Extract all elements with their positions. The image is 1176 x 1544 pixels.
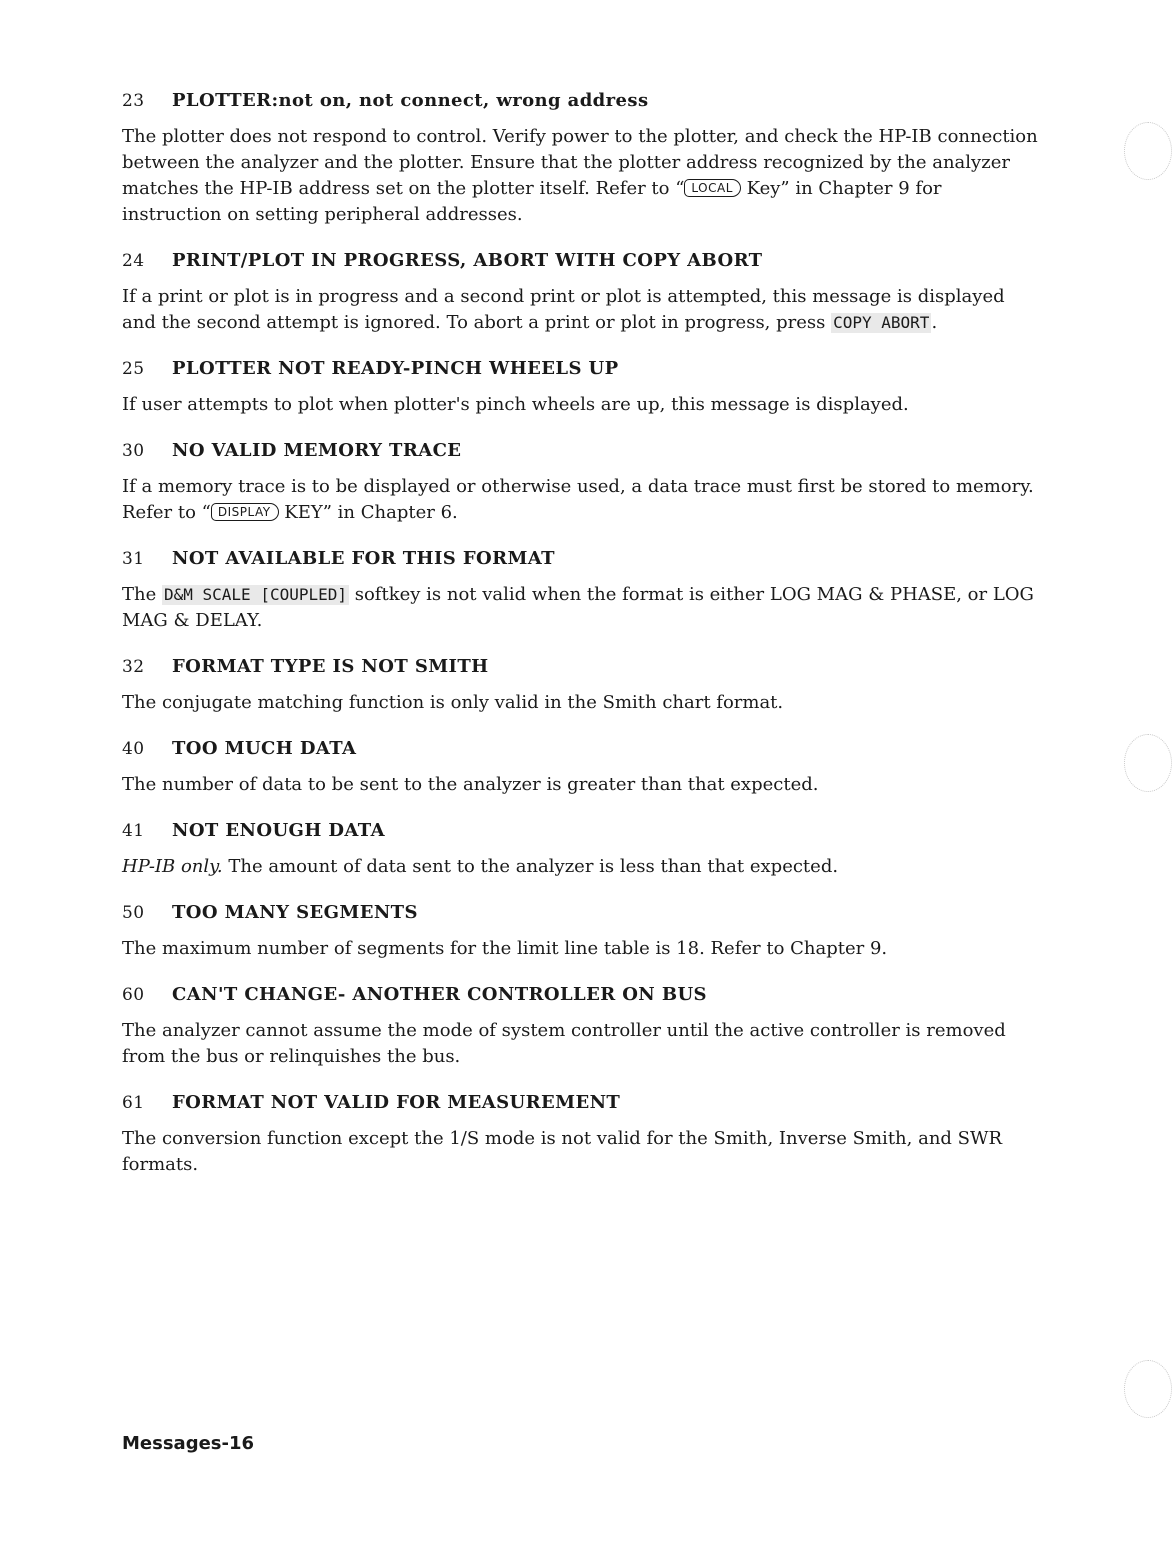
- page-footer-label: Messages-16: [122, 1433, 255, 1454]
- message-number: 40: [122, 739, 145, 759]
- message-61: [122, 1090, 1042, 1178]
- message-heading: [122, 438, 1042, 464]
- message-heading: [122, 818, 1042, 844]
- message-heading: [122, 546, 1042, 572]
- message-25: [122, 356, 1042, 418]
- message-title: CAN'T CHANGE- ANOTHER CONTROLLER ON BUS: [172, 984, 707, 1005]
- message-description: The number of data to be sent to the analyzer is greater than that expected.: [122, 774, 819, 795]
- message-number: 30: [122, 441, 145, 461]
- message-30: [122, 438, 1042, 526]
- binder-hole-mark: [1124, 1360, 1172, 1418]
- description-text: .: [931, 312, 938, 333]
- message-number: 25: [122, 359, 145, 379]
- description-text: If a memory trace is to be displayed or otherwise used, a data trace must first be stored to memory. Refer to “: [122, 476, 1034, 523]
- message-title: FORMAT NOT VALID FOR MEASUREMENT: [172, 1092, 621, 1113]
- description-text: Key” in Chapter 9 for instruction on setting peripheral addresses.: [122, 178, 942, 225]
- message-heading: [122, 900, 1042, 926]
- message-title: PLOTTER NOT READY-PINCH WHEELS UP: [172, 358, 619, 379]
- message-41: [122, 818, 1042, 880]
- message-title: NOT ENOUGH DATA: [172, 820, 385, 841]
- description-text: The plotter does not respond to control. Verify power to the plotter, and check the HP-IB connection between the analyzer and the plotter. Ensure that the plotter address recognized by the analyzer matches the HP-IB address set on the plotter itself. Refer to “: [122, 126, 1038, 199]
- message-heading: [122, 248, 1042, 274]
- message-31: [122, 546, 1042, 634]
- message-description: [122, 284, 1042, 336]
- message-number: 61: [122, 1093, 145, 1113]
- binder-hole-mark: [1124, 122, 1172, 180]
- message-heading: [122, 736, 1042, 762]
- document-page: [122, 88, 1042, 1198]
- description-text: If a print or plot is in progress and a second print or plot is attempted, this message is displayed and the second attempt is ignored. To abort a print or plot in progress, press: [122, 286, 1005, 333]
- message-title: NOT AVAILABLE FOR THIS FORMAT: [172, 548, 555, 569]
- message-heading: [122, 88, 1042, 114]
- message-title: NO VALID MEMORY TRACE: [172, 440, 462, 461]
- message-number: 32: [122, 657, 145, 677]
- message-number: 50: [122, 903, 145, 923]
- message-title: FORMAT TYPE IS NOT SMITH: [172, 656, 489, 677]
- message-23: [122, 88, 1042, 228]
- display-hardkey: DISPLAY: [211, 503, 279, 521]
- dm-scale-coupled-softkey: D&M SCALE [COUPLED]: [163, 585, 348, 604]
- message-description: [122, 582, 1042, 634]
- message-50: [122, 900, 1042, 962]
- hpib-only-note: HP-IB only.: [122, 856, 223, 877]
- message-description: [122, 124, 1042, 228]
- message-title: TOO MUCH DATA: [172, 738, 357, 759]
- message-number: 23: [122, 91, 145, 111]
- message-title: PRINT/PLOT IN PROGRESS, ABORT WITH COPY ABORT: [172, 250, 763, 271]
- message-description: [122, 854, 1042, 880]
- message-heading: [122, 982, 1042, 1008]
- message-40: [122, 736, 1042, 798]
- message-32: [122, 654, 1042, 716]
- message-24: [122, 248, 1042, 336]
- message-description: The conjugate matching function is only valid in the Smith chart format.: [122, 692, 784, 713]
- message-description: The analyzer cannot assume the mode of system controller until the active controller is removed from the bus or relinquishes the bus.: [122, 1020, 1006, 1067]
- message-heading: [122, 654, 1042, 680]
- message-heading: [122, 356, 1042, 382]
- message-heading: [122, 1090, 1042, 1116]
- message-description: If user attempts to plot when plotter's pinch wheels are up, this message is displayed.: [122, 394, 909, 415]
- message-description: [122, 474, 1042, 526]
- message-60: [122, 982, 1042, 1070]
- message-number: 31: [122, 549, 145, 569]
- message-title: TOO MANY SEGMENTS: [172, 902, 418, 923]
- message-title: PLOTTER:not on, not connect, wrong address: [172, 90, 649, 111]
- local-hardkey: LOCAL: [684, 179, 740, 197]
- copy-abort-softkey: COPY ABORT: [833, 313, 930, 332]
- message-number: 60: [122, 985, 145, 1005]
- description-text: The: [122, 584, 162, 605]
- message-number: 24: [122, 251, 145, 271]
- binder-hole-mark: [1124, 734, 1172, 792]
- description-text: The amount of data sent to the analyzer is less than that expected.: [222, 856, 839, 877]
- message-number: 41: [122, 821, 145, 841]
- description-text: softkey is not valid when the format is either LOG MAG & PHASE, or LOG MAG & DELAY.: [122, 584, 1034, 631]
- description-text: KEY” in Chapter 6.: [278, 502, 458, 523]
- message-description: The conversion function except the 1/S mode is not valid for the Smith, Inverse Smith, and SWR formats.: [122, 1128, 1003, 1175]
- message-description: The maximum number of segments for the limit line table is 18. Refer to Chapter 9.: [122, 938, 888, 959]
